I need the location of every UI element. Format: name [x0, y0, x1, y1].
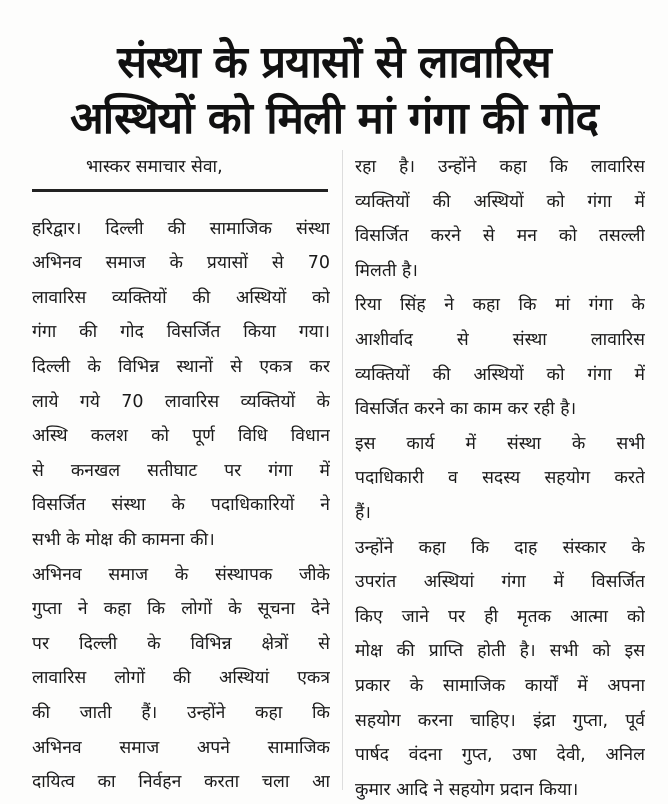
text-line: की जाती हैं। उन्होंने कहा कि	[32, 702, 330, 723]
text-line: सभी के मोक्ष की कामना की।	[32, 529, 215, 550]
text-line: अभिनव समाज के प्रयासों से 70	[32, 253, 330, 274]
byline: भास्कर समाचार सेवा,	[86, 157, 223, 177]
right-column-text	[355, 150, 645, 807]
text-line: सहयोग करना चाहिए। इंद्रा गुप्ता, पूर्व	[355, 710, 645, 731]
headline	[0, 35, 668, 147]
text-line: अस्थि कलश को पूर्ण विधि विधान	[32, 426, 330, 447]
text-line: उपरांत अस्थियां गंगा में विसर्जित	[355, 572, 645, 593]
text-line: लावारिस व्यक्तियों की अस्थियों को	[32, 287, 330, 308]
text-line: रिया सिंह ने कहा कि मां गंगा के	[355, 295, 645, 316]
text-line: इस कार्य में संस्था के सभी	[355, 433, 645, 454]
text-line: मिलती है।	[355, 260, 418, 281]
headline-line-1: संस्था के प्रयासों से लावारिस	[117, 37, 551, 89]
text-line: अभिनव समाज अपने सामाजिक	[32, 737, 330, 758]
text-line: दायित्व का निर्वहन करता चला आ	[32, 772, 330, 793]
text-line: पर दिल्ली के विभिन्न क्षेत्रों से	[32, 633, 330, 654]
text-line: पार्षद वंदना गुप्त, उषा देवी, अनिल	[355, 745, 645, 766]
text-line: व्यक्तियों की अस्थियों को गंगा में	[355, 364, 645, 385]
text-line: विसर्जित संस्था के पदाधिकारियों ने	[32, 495, 330, 516]
left-column-text	[32, 212, 330, 800]
text-line: रहा है। उन्होंने कहा कि लावारिस	[355, 157, 645, 177]
byline-rule	[32, 189, 328, 192]
text-line: गुप्ता ने कहा कि लोगों के सूचना देने	[32, 599, 330, 620]
text-line: प्रकार के सामाजिक कार्यों में अपना	[355, 675, 645, 696]
text-line: हरिद्वार। दिल्ली की सामाजिक संस्था	[32, 218, 330, 239]
text-line: मोक्ष की प्राप्ति होती है। सभी को इस	[355, 641, 645, 662]
text-line: आशीर्वाद से संस्था लावारिस	[355, 329, 645, 350]
text-line: गंगा की गोद विसर्जित किया गया।	[32, 322, 330, 343]
text-line: विसर्जित करने का काम कर रही है।	[355, 399, 577, 420]
headline-line-2: अस्थियों को मिली मां गंगा की गोद	[70, 93, 598, 145]
text-line: से कनखल सतीघाट पर गंगा में	[32, 460, 330, 481]
text-line: हैं।	[355, 502, 371, 523]
text-line: दिल्ली के विभिन्न स्थानों से एकत्र कर	[32, 356, 330, 377]
text-line: लाये गये 70 लावारिस व्यक्तियों के	[32, 391, 330, 412]
column-divider	[342, 150, 343, 790]
right-column	[355, 150, 645, 807]
text-line: व्यक्तियों की अस्थियों को गंगा में	[355, 191, 645, 212]
text-line: लावारिस लोगों की अस्थियां एकत्र	[32, 668, 330, 689]
left-column	[32, 150, 330, 800]
text-line: कुमार आदि ने सहयोग प्रदान किया।	[355, 779, 579, 800]
text-line: पदाधिकारी व सदस्य सहयोग करते	[355, 468, 645, 489]
text-line: उन्होंने कहा कि दाह संस्कार के	[355, 537, 645, 558]
text-line: किए जाने पर ही मृतक आत्मा को	[355, 606, 645, 627]
text-line: विसर्जित करने से मन को तसल्ली	[355, 226, 645, 247]
text-line: अभिनव समाज के संस्थापक जीके	[32, 564, 330, 585]
